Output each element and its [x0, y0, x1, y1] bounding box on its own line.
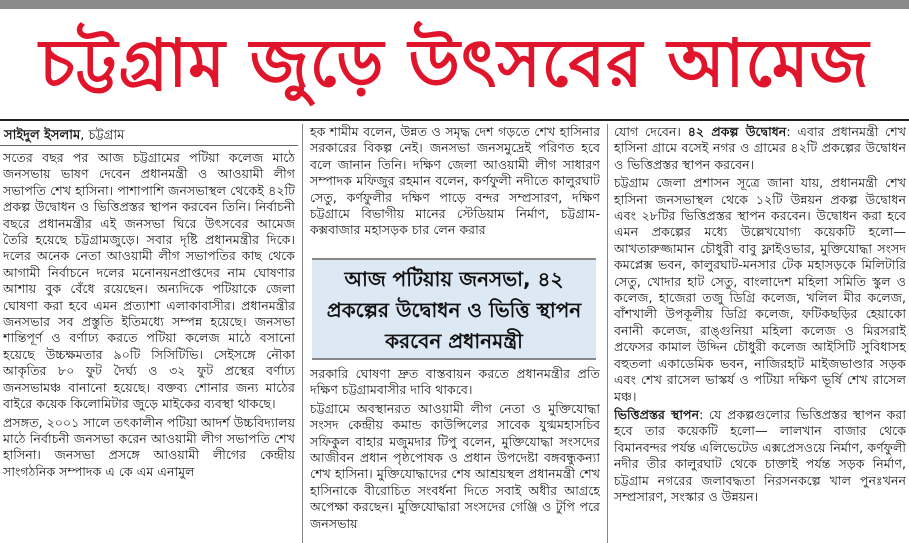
byline-place: চট্টগ্রাম — [88, 128, 125, 143]
column3-paragraph-1-lead: যোগ দেবেন। — [614, 124, 681, 139]
article-column-1 — [3, 150, 295, 543]
column3-paragraph-1 — [614, 124, 906, 173]
column-divider-2 — [607, 124, 608, 543]
column3-paragraph-2: চট্টগ্রাম জেলা প্রশাসন সূত্রে জানা যায়, প্রধানমন্ত্রী শেখ হাসিনা জনসভাস্থল থেকে ১২টি উন্নয়ন প্রকল্প উদ্বোধন এবং ২৮টির ভিত্তিপ্রস্তর স্থাপন করবেন। উদ্বোধন করা হবে এমন প্রকল্পের মধ্যে উল্লেখযোগ্য কয়েকটি হলো— আখতারুজ্জামান চৌধুরী বাবু ফ্লাইওভার, মুক্তিযোদ্ধা সংসদ কমপ্লেক্স ভবন, কালুরঘাট-মনসার টেক মহাসড়কে মিলিটারি সেতু, খোদার হাট সেতু, বাংলাদেশ মহিলা সমিতি স্কুল ও কলেজ, হাজেরা তজু ডিগ্রি কলেজ, খলিল মীর কলেজ, বাঁশখালী উপকূলীয় ডিগ্রি কলেজ, ফটিকছড়ির হেয়াকো বনানী কলেজ, রাঙ্গুনিয়া মহিলা কলেজ ও মিরসরাই প্রফেসর কামাল উদ্দিন চৌধুরী কলেজ আইসিটি সুবিধাসহ বহুতলা একাডেমিক ভবন, নাজিরহাট মাইজভাণ্ডার সড়ক এবং শেখ রাসেল ভাস্কর্য ও পটিয়া দক্ষিণ ভূর্ষি শেখ রাসেল মঞ্চ। — [614, 175, 906, 404]
pull-quote: আজ পটিয়ায় জনসভা, ৪২ প্রকল্পের উদ্বোধন ও ভিত্তি স্থাপন করবেন প্রধানমন্ত্রী — [312, 258, 596, 360]
column2-paragraph-2: সরকারি ঘোষণা দ্রুত বাস্তবায়ন করতে প্রধানমন্ত্রীর প্রতি দক্ষিণ চট্টগ্রামবাসীর দাবি থাকবে। — [310, 366, 600, 398]
article-column-2-bottom — [310, 366, 600, 543]
subhead-42-projects: ৪২ প্রকল্প উদ্বোধন — [687, 124, 787, 139]
byline-separator: , — [80, 128, 89, 143]
top-border-bar — [0, 0, 909, 9]
headline-rule — [0, 119, 909, 121]
column3-paragraph-1-rest: : এবার প্রধানমন্ত্রী শেখ হাসিনা গ্রামে বসেই নগর ও গ্রামের ৪২টি প্রকল্পের উদ্বোধন ও ভিত্তিপ্রস্তর স্থাপন করবেন। — [614, 124, 906, 172]
byline-rule — [0, 145, 298, 146]
column1-paragraph-1: সতের বছর পর আজ চট্টগ্রামের পটিয়া কলেজ মাঠে জনসভায় ভাষণ দেবেন প্রধানমন্ত্রী ও আওয়ামী লীগ সভাপতি শেখ হাসিনা। পাশাপাশি জনসভাস্থল থেকেই ৪২টি প্রকল্প উদ্বোধন ও ভিত্তিপ্রস্তর স্থাপন করবেন তিনি। নির্বাচনী বছরে প্রধানমন্ত্রীর এই জনসভা ঘিরে উৎসবের আমেজ তৈরি হয়েছে চট্টগ্রামজুড়ে। সবার দৃষ্টি প্রধানমন্ত্রীর দিকে। দলের অনেক নেতা আওয়ামী লীগ সভাপতির কাছ থেকে আগামী নির্বাচনে দলের মনোনয়নপ্রাপ্তদের নাম ঘোষণার আশায় বুক বেঁধে রয়েছেন। অন্যদিকে পটিয়াকে জেলা ঘোষণা করা হবে এমন প্রত্যাশা এলাকাবাসীর। প্রধানমন্ত্রীর জনসভার সব প্রস্তুতি ইতিমধ্যে সম্পন্ন হয়েছে। জনসভা শান্তিপূর্ণ ও বর্ণাঢ্য করতে পটিয়া কলেজ মাঠে বসানো হয়েছে উচ্চক্ষমতার ৯০টি সিসিটিভি। সেইসঙ্গে নৌকা আকৃতির ৮০ ফুট দৈর্ঘ্য ও ৩২ ফুট প্রস্থের বর্ণাঢ্য জনসভামঞ্চ বানানো হয়েছে। বক্তব্য শোনার জন্য মাঠের বাইরে কয়েক কিলোমিটার জুড়ে মাইকের ব্যবস্থা থাকছে। — [3, 150, 295, 412]
headline: চট্টগ্রাম জুড়ে উৎসবের আমেজ — [39, 25, 870, 102]
column3-paragraph-3-rest: : যে প্রকল্পগুলোর ভিত্তিপ্রস্তর স্থাপন করা হবে তার কয়েকটি হলো— লালখান বাজার থেকে বিমানবন্দর পর্যন্ত এলিভেটেড এক্সপ্রেসওয়ে নির্মাণ, কর্ণফুলী নদীর তীর কালুরঘাট থেকে চাক্তাই পর্যন্ত সড়ক নির্মাণ, চট্টগ্রাম নগরের জলাবদ্ধতা নিরসনকল্পে খাল পুনঃখনন সম্প্রসারণ, সংস্কার ও উন্নয়ন। — [614, 406, 906, 504]
column-divider-1 — [302, 124, 303, 543]
column2-paragraph-1: হক শামীম বলেন, উন্নত ও সমৃদ্ধ দেশ গড়তে শেখ হাসিনার সরকারের বিকল্প নেই। জনসভা জনসমুদ্রেই পরিণত হবে বলে জানান তিনি। দক্ষিণ জেলা আওয়ামী লীগ সাধারণ সম্পাদক মফিজুর রহমান বলেন, কর্ণফুলী নদীতে কালুরঘাট সেতু, কর্ণফুলীর দক্ষিণ পাড়ে বন্দর সম্প্রসারণ, দক্ষিণ চট্টগ্রামে বিভাগীয় মানের স্টেডিয়াম নির্মাণ, চট্টগ্রাম-কক্সবাজার মহাসড়ক চার লেন করার — [310, 124, 600, 238]
byline-author: সাইদুল ইসলাম — [4, 128, 81, 143]
article-column-2-top — [310, 124, 600, 254]
subhead-foundation: ভিত্তিপ্রস্তর স্থাপন — [614, 406, 700, 422]
column2-paragraph-3: চট্টগ্রামে অবস্থানরত আওয়ামী লীগ নেতা ও মুক্তিযোদ্ধা সংসদ কেন্দ্রীয় কমান্ড কাউন্সিলের সাবেক যুগ্মমহাসচিব সফিকুল বাহার মজুমদার টিপু বলেন, মুক্তিযোদ্ধা সংসদের আজীবন প্রধান পৃষ্ঠপোষক ও প্রধান উপদেষ্টা বঙ্গবন্ধুকন্যা শেখ হাসিনা। মুক্তিযোদ্ধাদের শেষ আশ্রয়স্থল প্রধানমন্ত্রী শেখ হাসিনাকে বীরোচিত সংবর্ধনা দিতে সবাই অধীর আগ্রহে অপেক্ষা করছেন। মুক্তিযোদ্ধারা সংসদের গেঞ্জি ও টুপি পরে জনসভায় — [310, 400, 600, 531]
byline — [4, 126, 294, 147]
column1-paragraph-2: প্রসঙ্গত, ২০০১ সালে তৎকালীন পটিয়া আদর্শ উচ্চবিদ্যালয় মাঠে নির্বাচনী জনসভা করেন আওয়ামী লীগ সভাপতি শেখ হাসিনা। জনসভা প্রসঙ্গে আওয়ামী লীগের কেন্দ্রীয় সাংগঠনিক সম্পাদক এ কে এম এনামুল — [3, 414, 295, 479]
column3-paragraph-3 — [614, 407, 906, 505]
article-column-3 — [614, 124, 906, 543]
